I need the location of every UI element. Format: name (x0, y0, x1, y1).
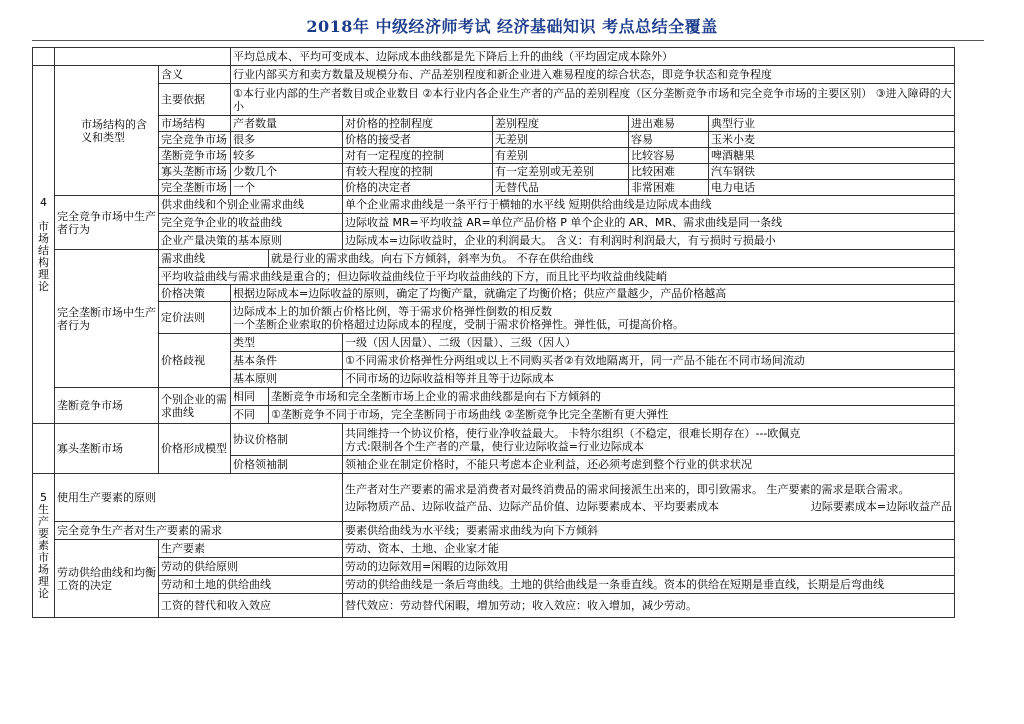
meaning-value: 行业内部买方和卖方数量及规模分布、产品差别程度和新企业进入难易程度的综合状态，即竞争状态和竞争程度 (231, 66, 955, 84)
factor-principle-value (343, 474, 955, 522)
oligopoly-label: 寡头垄断市场 (55, 424, 159, 474)
section-4-cell (33, 66, 55, 424)
labor-r1-key: 生产要素 (159, 540, 343, 558)
disc-principle-key: 基本原则 (231, 370, 343, 388)
section-4-number: 4 (40, 195, 47, 209)
disc-condition-key: 基本条件 (231, 352, 343, 370)
price-discrimination-key: 价格歧视 (159, 334, 231, 388)
demand-curve-key: 需求曲线 (159, 250, 269, 268)
ms-header-structure: 市场结构 (159, 116, 231, 132)
ms-row-1-c2: 价格的接受者 (343, 132, 493, 148)
labor-r1-value: 劳动、资本、土地、企业家才能 (343, 540, 955, 558)
pricing-rule-key: 定价法则 (159, 302, 231, 334)
price-decision-value: 根据边际成本=边际收益的原则，确定了均衡产量，就确定了均衡价格；供应产量越少，产品价格越高 (231, 285, 955, 302)
leader-price-key: 价格领袖制 (231, 456, 343, 474)
ms-row-4-c5: 电力电话 (709, 180, 955, 196)
agreement-price-value (343, 424, 955, 456)
factor-principle-terms: 边际物质产品、边际收益产品、边际产品价值、边际要素成本、平均要素成本 (345, 499, 719, 513)
ms-row-3-c4: 比较困难 (629, 164, 709, 180)
section-4-label: 市场结构理论 (38, 219, 49, 293)
basis-key: 主要依据 (159, 84, 231, 116)
sec-prev-blank (55, 48, 231, 66)
pricing-rule-value (231, 302, 955, 334)
meaning-key: 含义 (159, 66, 231, 84)
page-title: 2018年 中级经济师考试 经济基础知识 考点总结全覆盖 (306, 17, 718, 36)
ms-row-3-c3: 有一定差别或无差别 (493, 164, 629, 180)
section-5-number: 5 (40, 490, 47, 504)
labor-supply-label: 劳动供给曲线和均衡工资的决定 (55, 540, 159, 618)
pricing-rule-line-1: 边际成本上的加价额占价格比例，等于需求价格弹性倒数的相反数 (233, 304, 552, 318)
ms-row-2-c3: 有差别 (493, 148, 629, 164)
factor-principle-line-1: 生产者对生产要素的需求是消费者对最终消费品的需求间接派生出来的，即引致需求。 生产要素的需求是联合需求。 (345, 482, 910, 496)
ms-row-3-c2: 有较大程度的控制 (343, 164, 493, 180)
perfect-competition-label: 完全竞争市场中生产者行为 (55, 196, 159, 250)
disc-type-value: 一级（因人因量）、二级（因量）、三级（因人） (343, 334, 955, 352)
ms-row-4-c3: 无替代品 (493, 180, 629, 196)
ms-row-1-c3: 无差别 (493, 132, 629, 148)
leader-price-value: 领袖企业在制定价格时，不能只考虑本企业利益，还必须考虑到整个行业的供求状况 (343, 456, 955, 474)
agreement-line-2: 方式:限制各个生产者的产量，使行业边际收益=行业边际成本 (345, 439, 644, 453)
labor-r2-value: 劳动的边际效用=闲暇的边际效用 (343, 558, 955, 576)
demand-curve-value: 就是行业的需求曲线。向右下方倾斜，斜率为负。 不存在供给曲线 (269, 250, 955, 268)
pc-row-3-value: 边际成本=边际收益时，企业的利润最大。 含义：有利润时利润最大，有亏损时亏损最小 (343, 232, 955, 250)
disc-type-key: 类型 (231, 334, 343, 352)
pc-row-2-value: 边际收益 MR=平均收益 AR=单位产品价格 P 单个企业的 AR、MR、需求曲线是同一条线 (343, 214, 955, 232)
mc-diff-key: 不同 (231, 406, 269, 424)
pc-factor-demand-key: 完全竞争生产者对生产要素的需求 (55, 522, 343, 540)
labor-r3-key: 劳动和土地的供给曲线 (159, 576, 343, 594)
factor-principle-line-2 (345, 500, 952, 513)
mc-same-value: 垄断竞争市场和完全垄断市场上企业的需求曲线都是向右下方倾斜的 (269, 388, 955, 406)
ms-row-1-c0: 完全竞争市场 (159, 132, 231, 148)
labor-r3-value: 劳动的供给曲线是一条后弯曲线。土地的供给曲线是一条垂直线。资本的供给在短期是垂直线，长期是后弯曲线 (343, 576, 955, 594)
sec-prev-cell (33, 48, 55, 66)
pc-row-1-key: 供求曲线和个别企业需求曲线 (159, 196, 343, 214)
ms-row-2-c1: 较多 (231, 148, 343, 164)
disc-condition-value: ①不同需求价格弹性分两组或以上不同购买者②有效地隔离开，同一产品不能在不同市场间流动 (343, 352, 955, 370)
factor-principle-rule: 边际要素成本=边际收益产品 (810, 499, 953, 513)
ms-row-4-c2: 价格的决定者 (343, 180, 493, 196)
ms-row-2-c0: 垄断竞争市场 (159, 148, 231, 164)
price-decision-key: 价格决策 (159, 285, 231, 302)
factor-principle-key: 使用生产要素的原则 (55, 474, 343, 522)
mc-demand-sub: 个别企业的需求曲线 (159, 388, 231, 424)
labor-r2-key: 劳动的供给原则 (159, 558, 343, 576)
ms-row-1-c1: 很多 (231, 132, 343, 148)
disc-principle-value: 不同市场的边际收益相等并且等于边际成本 (343, 370, 955, 388)
section-5-cell (33, 474, 55, 618)
market-structure-label: 市场结构的含义和类型 (55, 66, 159, 196)
agreement-line-1: 共同维持一个协议价格，使行业净收益最大。 卡特尔组织（不稳定，很难长期存在）---欧佩克 (345, 426, 801, 440)
monopolistic-competition-label: 垄断竞争市场 (55, 388, 159, 424)
title-rule (32, 40, 984, 41)
ms-row-4-c1: 一个 (231, 180, 343, 196)
avg-revenue-note: 平均收益曲线与需求曲线是重合的；但边际收益曲线位于平均收益曲线的下方，而且比平均收益曲线陡峭 (159, 268, 955, 285)
ms-header-entry: 进出难易 (629, 116, 709, 132)
section-4-tail (33, 424, 55, 474)
ms-row-3-c5: 汽车钢铁 (709, 164, 955, 180)
ms-header-count: 产者数量 (231, 116, 343, 132)
pricing-rule-line-2: 一个垄断企业索取的价格超过边际成本的程度，受制于需求价格弹性。弹性低，可提高价格。 (233, 317, 684, 331)
ms-row-2-c2: 对有一定程度的控制 (343, 148, 493, 164)
monopoly-label: 完全垄断市场中生产者行为 (55, 250, 159, 388)
pc-row-2-key: 完全竞争企业的收益曲线 (159, 214, 343, 232)
ms-row-4-c4: 非常困难 (629, 180, 709, 196)
ms-row-2-c5: 啤酒糖果 (709, 148, 955, 164)
ms-row-3-c1: 少数几个 (231, 164, 343, 180)
mc-diff-value: ①垄断竞争不同于市场，完全垄断同于市场曲线 ②垄断竞争比完全垄断有更大弹性 (269, 406, 955, 424)
olig-price-model: 价格形成模型 (159, 424, 231, 474)
labor-r4-key: 工资的替代和收入效应 (159, 594, 343, 618)
ms-row-2-c4: 比较容易 (629, 148, 709, 164)
ms-header-control: 对价格的控制程度 (343, 116, 493, 132)
labor-r4-value: 替代效应：劳动替代闲暇，增加劳动；收入效应：收入增加，减少劳动。 (343, 594, 955, 618)
pc-factor-demand-value: 要素供给曲线为水平线；要素需求曲线为向下方倾斜 (343, 522, 955, 540)
ms-header-diff: 差别程度 (493, 116, 629, 132)
ms-row-1-c4: 容易 (629, 132, 709, 148)
cost-curves-note: 平均总成本、平均可变成本、边际成本曲线都是先下降后上升的曲线（平均固定成本除外） (231, 48, 955, 66)
pc-row-3-key: 企业产量决策的基本原则 (159, 232, 343, 250)
pc-row-1-value: 单个企业需求曲线是一条平行于横轴的水平线 短期供给曲线是边际成本曲线 (343, 196, 955, 214)
agreement-price-key: 协议价格制 (231, 424, 343, 456)
ms-header-industry: 典型行业 (709, 116, 955, 132)
summary-table (32, 47, 955, 618)
ms-row-1-c5: 玉米小麦 (709, 132, 955, 148)
ms-row-4-c0: 完全垄断市场 (159, 180, 231, 196)
ms-row-3-c0: 寡头垄断市场 (159, 164, 231, 180)
mc-same-key: 相同 (231, 388, 269, 406)
basis-value: ①本行业内部的生产者数目或企业数目 ②本行业内各企业生产者的产品的差别程度（区分垄断竞争市场和完全竞争市场的主要区别） ③进入障碍的大小 (231, 84, 955, 116)
section-5-label: 生产要素市场理论 (38, 502, 49, 600)
